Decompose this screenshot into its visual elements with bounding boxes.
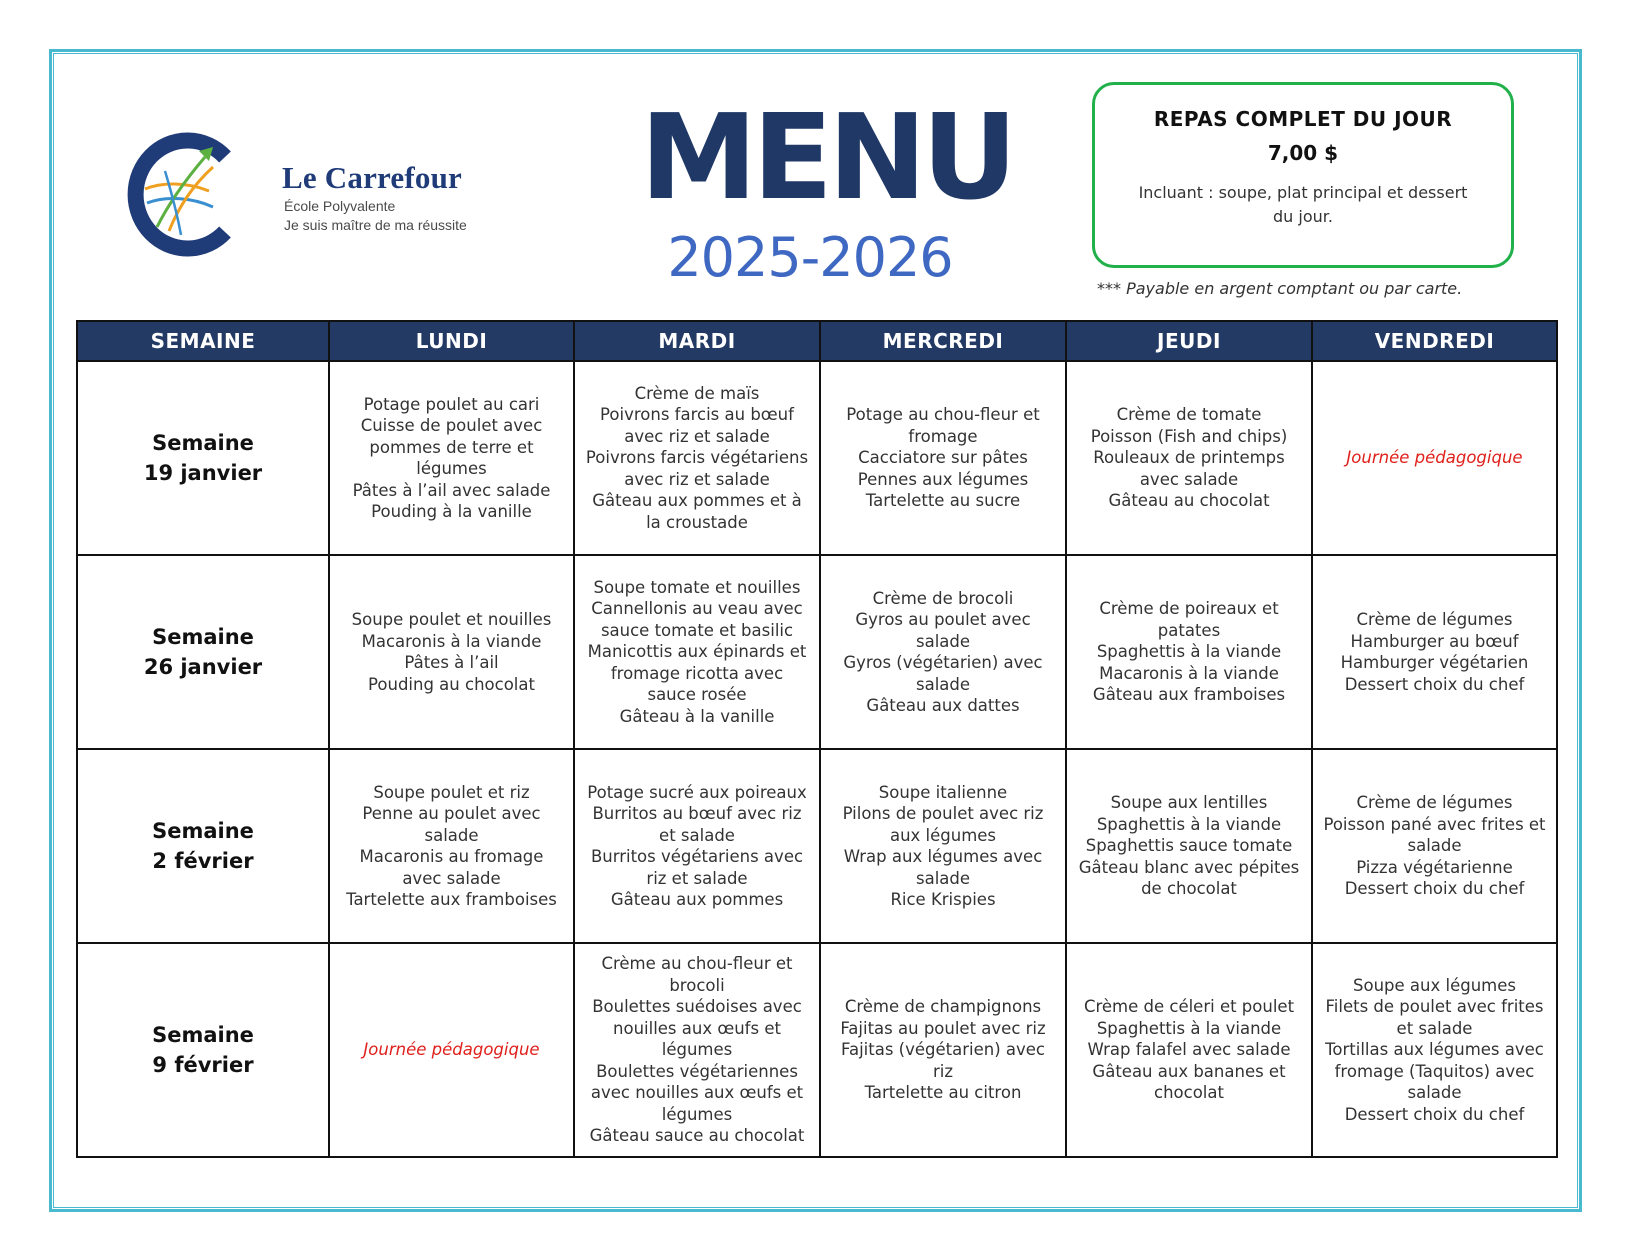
day-cell-vendredi <box>1312 943 1557 1157</box>
day-cell-mardi <box>574 749 820 943</box>
day-cell-jeudi <box>1066 361 1312 555</box>
table-row <box>77 361 1557 555</box>
week-cell <box>77 361 329 555</box>
menu-item: Gâteau au chocolat <box>1108 491 1270 511</box>
menu-item: Burritos au bœuf avec riz et salade <box>592 804 802 845</box>
menu-item: Rice Krispies <box>890 890 996 909</box>
price-title: REPAS COMPLET DU JOUR <box>1153 107 1453 131</box>
day-cell-mercredi <box>820 361 1066 555</box>
school-subtitle-block <box>284 197 514 235</box>
menu-item: Tortillas aux légumes avec fromage (Taquitos) avec salade <box>1325 1040 1544 1103</box>
week-cell <box>77 749 329 943</box>
menu-item: Soupe aux lentilles <box>1110 793 1268 813</box>
menu-item: Wrap falafel avec salade <box>1087 1040 1291 1060</box>
price-description: Incluant : soupe, plat principal et dessert du jour. <box>1138 183 1468 226</box>
menu-item: Crème de maïs <box>634 383 760 403</box>
menu-item: Cuisse de poulet avec pommes de terre et légumes <box>360 416 543 478</box>
week-date: 26 janvier <box>143 655 263 679</box>
week-label: Semaine <box>152 431 254 455</box>
week-date: 9 février <box>152 1053 254 1077</box>
menu-item: Crème de poireaux et patates <box>1099 599 1279 640</box>
menu-item: Pouding au chocolat <box>368 674 535 694</box>
menu-item: Pennes aux légumes <box>857 469 1029 489</box>
header-mercredi: MERCREDI <box>820 321 1066 361</box>
week-label: Semaine <box>152 625 254 649</box>
table-header-row <box>77 321 1557 361</box>
menu-item: Gâteau aux pommes et à la croustade <box>592 491 802 532</box>
price-box <box>1092 82 1514 268</box>
menu-item: Hamburger végétarien <box>1340 653 1529 672</box>
menu-item: Crème de céleri et poulet <box>1083 997 1295 1017</box>
menu-item: Pâtes à l’ail avec salade <box>352 480 551 500</box>
menu-item: Fajitas (végétarien) avec riz <box>841 1040 1045 1081</box>
table-row <box>77 555 1557 749</box>
header-mardi: MARDI <box>574 321 820 361</box>
pedagogical-day-label: Journée pédagogique <box>1346 448 1523 468</box>
day-cell-lundi <box>329 943 574 1157</box>
menu-item: Dessert choix du chef <box>1344 1104 1525 1124</box>
day-cell-lundi <box>329 749 574 943</box>
menu-item: Gâteau aux dattes <box>866 696 1020 715</box>
menu-item: Dessert choix du chef <box>1344 674 1525 694</box>
header-jeudi: JEUDI <box>1066 321 1312 361</box>
menu-item: Poivrons farcis végétariens avec riz et salade <box>585 448 809 489</box>
menu-item: Soupe aux légumes <box>1353 975 1516 995</box>
menu-item: Crème de légumes <box>1356 793 1513 813</box>
table-row <box>77 749 1557 943</box>
menu-item: Macaronis au fromage avec salade <box>359 847 544 888</box>
menu-item: Rouleaux de printemps avec salade <box>1093 448 1285 489</box>
menu-item: Potage poulet au cari <box>363 394 540 414</box>
menu-item: Poisson pané avec frites et salade <box>1323 814 1546 856</box>
menu-item: Boulettes suédoises avec nouilles aux œufs et légumes <box>592 997 802 1060</box>
menu-item: Tartelette au citron <box>864 1083 1022 1103</box>
week-cell <box>77 943 329 1157</box>
header-vendredi: VENDREDI <box>1312 321 1557 361</box>
menu-item: Gâteau sauce au chocolat <box>589 1126 805 1146</box>
menu-item: Filets de poulet avec frites et salade <box>1325 997 1544 1038</box>
week-date: 2 février <box>152 849 254 873</box>
day-cell-vendredi <box>1312 555 1557 749</box>
menu-item: Gyros (végétarien) avec salade <box>843 653 1043 694</box>
week-cell <box>77 555 329 749</box>
menu-item: Crème de légumes <box>1356 610 1513 629</box>
day-cell-mardi <box>574 555 820 749</box>
menu-table <box>76 320 1558 1158</box>
menu-item: Crème de brocoli <box>872 588 1014 608</box>
school-subtitle: École Polyvalente <box>284 198 396 214</box>
pedagogical-day-label: Journée pédagogique <box>363 1040 540 1060</box>
price-amount: 7,00 $ <box>1267 141 1339 165</box>
day-cell-mercredi <box>820 943 1066 1157</box>
day-cell-lundi <box>329 555 574 749</box>
day-cell-mercredi <box>820 555 1066 749</box>
menu-item: Crème de champignons <box>844 997 1042 1017</box>
menu-item: Pizza végétarienne <box>1356 857 1513 877</box>
menu-item: Boulettes végétariennes avec nouilles aux œufs et légumes <box>590 1061 804 1124</box>
school-name: Le Carrefour <box>282 160 463 195</box>
school-motto: Je suis maître de ma réussite <box>284 217 467 233</box>
menu-item: Pilons de poulet avec riz aux légumes <box>842 804 1044 845</box>
week-label: Semaine <box>152 819 254 843</box>
menu-item: Tartelette aux framboises <box>346 890 557 909</box>
menu-item: Spaghettis à la viande <box>1096 642 1282 662</box>
page-title: MENU <box>640 88 1013 226</box>
payment-note: *** Payable en argent comptant ou par carte. <box>1097 279 1463 298</box>
menu-item: Spaghettis à la viande <box>1096 814 1282 834</box>
header-lundi: LUNDI <box>329 321 574 361</box>
menu-item: Poivrons farcis au bœuf avec riz et salade <box>600 405 794 446</box>
day-cell-jeudi <box>1066 943 1312 1157</box>
menu-item: Burritos végétariens avec riz et salade <box>590 847 804 888</box>
day-cell-lundi <box>329 361 574 555</box>
menu-item: Spaghettis à la viande <box>1096 1018 1282 1038</box>
week-date: 19 janvier <box>143 461 263 485</box>
menu-item: Macaronis à la viande <box>1099 663 1279 683</box>
menu-item: Wrap aux légumes avec salade <box>843 847 1043 888</box>
menu-item: Soupe italienne <box>878 782 1008 802</box>
menu-item: Hamburger au bœuf <box>1350 631 1519 651</box>
menu-item: Gâteau à la vanille <box>619 706 775 726</box>
menu-item: Poisson (Fish and chips) <box>1090 426 1288 446</box>
menu-item: Macaronis à la viande <box>361 631 542 651</box>
school-year: 2025-2026 <box>667 226 953 289</box>
menu-item: Soupe poulet et nouilles <box>351 610 552 629</box>
menu-item: Soupe tomate et nouilles <box>593 577 801 597</box>
header-semaine: SEMAINE <box>77 321 329 361</box>
menu-item: Crème au chou-fleur et brocoli <box>601 954 793 995</box>
menu-item: Pâtes à l’ail <box>404 653 499 672</box>
day-cell-vendredi <box>1312 749 1557 943</box>
menu-item: Gyros au poulet avec salade <box>855 610 1031 651</box>
menu-item: Potage au chou-fleur et fromage <box>846 405 1040 446</box>
menu-item: Cacciatore sur pâtes <box>858 448 1028 468</box>
menu-item: Manicottis aux épinards et fromage ricotta avec sauce rosée <box>587 642 807 705</box>
day-cell-mercredi <box>820 749 1066 943</box>
menu-item: Pouding à la vanille <box>371 502 532 521</box>
menu-item: Gâteau aux bananes et chocolat <box>1092 1061 1286 1103</box>
menu-item: Dessert choix du chef <box>1344 879 1525 899</box>
menu-item: Fajitas au poulet avec riz <box>840 1018 1046 1038</box>
day-cell-jeudi <box>1066 555 1312 749</box>
menu-item: Crème de tomate <box>1116 405 1262 425</box>
menu-item: Spaghettis sauce tomate <box>1085 836 1293 856</box>
day-cell-jeudi <box>1066 749 1312 943</box>
school-logo-icon <box>117 127 242 262</box>
table-row <box>77 943 1557 1157</box>
menu-item: Penne au poulet avec salade <box>362 804 541 845</box>
menu-item: Gâteau aux framboises <box>1092 685 1286 705</box>
menu-item: Gâteau blanc avec pépites de chocolat <box>1078 857 1300 899</box>
week-label: Semaine <box>152 1023 254 1047</box>
day-cell-mardi <box>574 361 820 555</box>
day-cell-vendredi <box>1312 361 1557 555</box>
menu-item: Gâteau aux pommes <box>610 890 784 909</box>
menu-item: Tartelette au sucre <box>865 491 1021 511</box>
menu-item: Potage sucré aux poireaux <box>587 782 807 802</box>
day-cell-mardi <box>574 943 820 1157</box>
menu-item: Cannellonis au veau avec sauce tomate et basilic <box>591 599 803 640</box>
menu-item: Soupe poulet et riz <box>373 782 530 802</box>
